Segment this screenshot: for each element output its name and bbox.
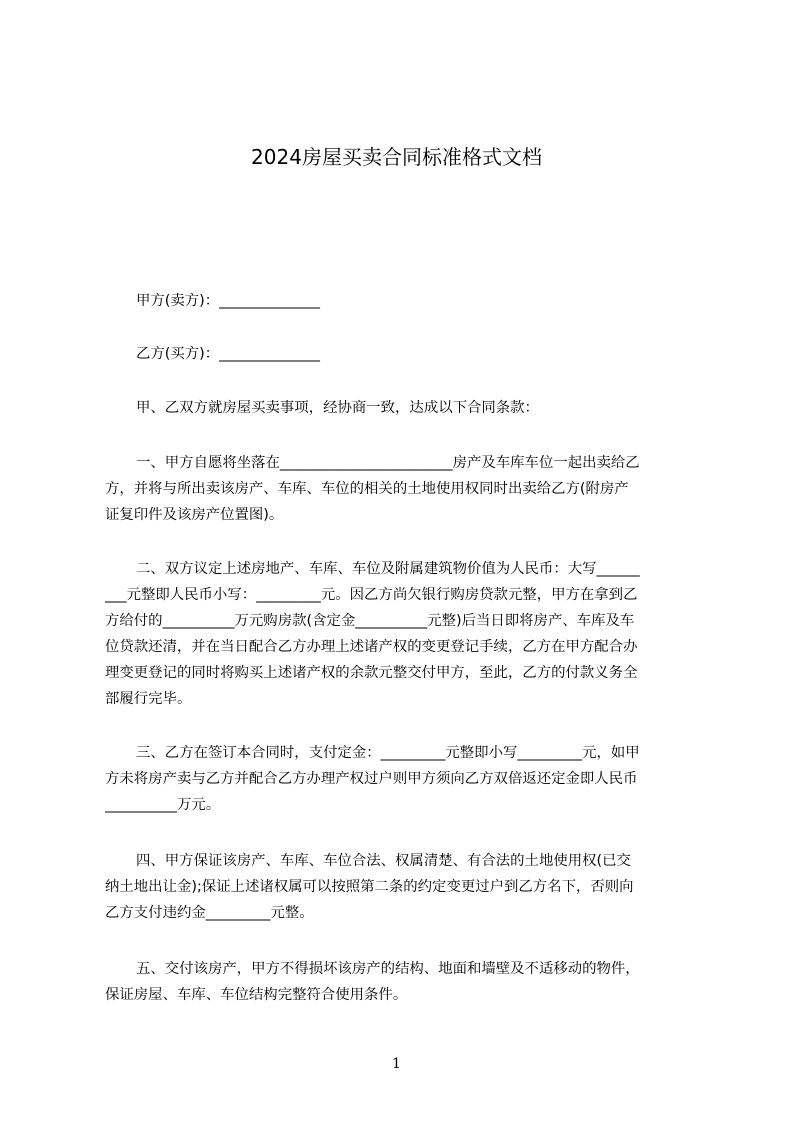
clause-3-line-2: 方未将房产卖与乙方并配合乙方办理产权过户则甲方须向乙方双倍返还定金即人民币 — [105, 771, 638, 787]
party-a-text: 甲方(卖方)：______________ — [136, 293, 320, 309]
clause-3-line-3: __________万元。 — [105, 797, 221, 813]
party-b-line — [105, 341, 700, 367]
intro-paragraph — [105, 395, 700, 421]
party-a-line — [105, 288, 700, 314]
clause-5-line-1: 五、交付该房产，甲方不得损坏该房产的结构、地面和墙壁及不适移动的物件， — [136, 961, 640, 977]
clause-2-line-2: ___元整即人民币小写：_________元。因乙方尚欠银行购房贷款元整，甲方在拿到乙 — [105, 587, 638, 603]
clause-1-paragraph — [105, 450, 700, 528]
clause-3-line-1: 三、乙方在签订本合同时，支付定金：_________元整即小写_________元，如甲 — [136, 745, 640, 761]
clause-1-line-1: 一、甲方自愿将坐落在________________________房产及车库车位一起出卖给乙 — [136, 455, 640, 471]
clause-2-line-4: 位贷款还清，并在当日配合乙方办理上述诸产权的变更登记手续，乙方在甲方配合办 — [105, 639, 638, 655]
clause-4-line-2: 纳土地出让金);保证上述诸权属可以按照第二条的约定变更过户到乙方名下，否则向 — [105, 879, 634, 895]
clause-4-paragraph — [105, 848, 700, 926]
clause-5-paragraph — [105, 956, 700, 1008]
clause-2-line-6: 部履行完毕。 — [105, 691, 192, 707]
clause-2-line-3: 方给付的__________万元购房款(含定金__________元整)后当日即将房产、车库及车 — [105, 613, 635, 629]
clause-2-line-1: 二、双方议定上述房地产、车库、车位及附属建筑物价值为人民币：大写______ — [136, 561, 640, 577]
intro-text: 甲、乙双方就房屋买卖事项，经协商一致，达成以下合同条款： — [136, 400, 539, 416]
page-number: 1 — [392, 1056, 401, 1072]
party-b-text: 乙方(买方)：______________ — [136, 346, 320, 362]
clause-3-paragraph — [105, 740, 700, 818]
clause-2-paragraph — [105, 556, 700, 712]
clause-1-line-3: 证复印件及该房产位置图)。 — [105, 507, 284, 523]
clause-2-line-5: 理变更登记的同时将购买上述诸产权的余款元整交付甲方，至此，乙方的付款义务全 — [105, 665, 638, 681]
clause-5-line-2: 保证房屋、车库、车位结构完整符合使用条件。 — [105, 987, 408, 1003]
clause-1-line-2: 方，并将与所出卖该房产、车库、车位的相关的土地使用权同时出卖给乙方(附房产 — [105, 481, 629, 497]
clause-4-line-1: 四、甲方保证该房产、车库、车位合法、权属清楚、有合法的土地使用权(已交 — [136, 853, 631, 869]
clause-4-line-3: 乙方支付违约金_________元整。 — [105, 905, 314, 921]
document-title: 2024房屋买卖合同标准格式文档 — [251, 145, 542, 169]
